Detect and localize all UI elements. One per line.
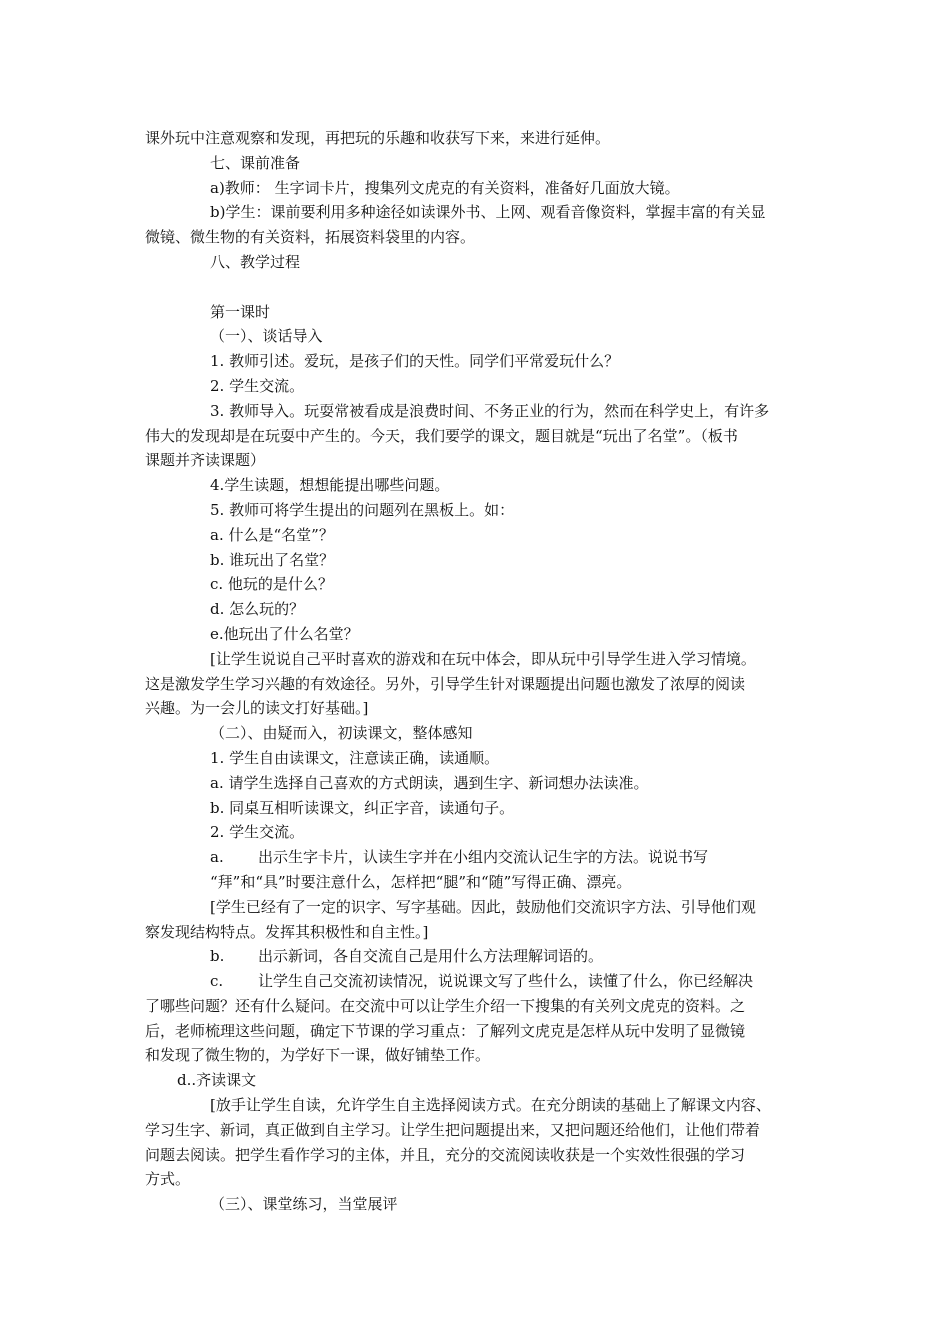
- line-text: 这是激发学生学习兴趣的有效途径。另外，引导学生针对课题提出问题也激发了浓厚的阅读: [145, 674, 746, 693]
- text-line: [145, 746, 810, 771]
- line-text: 方式。: [145, 1170, 191, 1189]
- line-text: 课外玩中注意观察和发现，再把玩的乐趣和收获写下来，来进行延伸。: [145, 129, 611, 147]
- line-text: 3. 教师导入。玩耍常被看成是浪费时间、不务正业的行为，然而在科学史上，有许多: [210, 401, 770, 420]
- line-text: 学习生字、新词，真正做到自主学习。让学生把问题提出来，又把问题还给他们，让他们带着: [145, 1120, 761, 1139]
- line-text: a. 什么是“名堂”？: [210, 525, 334, 544]
- text-line: [145, 944, 810, 969]
- text-line: [145, 324, 810, 349]
- text-line: [145, 176, 810, 201]
- line-text: 出示生字卡片，认读生字并在小组内交流认记生字的方法。说说书写: [258, 848, 709, 867]
- line-text: e.他玩出了什么名堂？: [210, 624, 359, 643]
- text-line: [145, 920, 810, 945]
- text-line: [145, 1167, 810, 1192]
- text-line: [145, 1143, 810, 1168]
- line-text: 七、课前准备: [210, 153, 301, 172]
- line-text: d..齐读课文: [177, 1071, 257, 1090]
- text-line: [145, 1043, 810, 1068]
- line-text: 5. 教师可将学生提出的问题列在黑板上。如：: [210, 500, 515, 519]
- line-text: [让学生说说自己平时喜欢的游戏和在玩中体会，即从玩中引导学生进入学习情境。: [210, 649, 756, 668]
- line-text: b. 同桌互相听读课文，纠正字音，读通句子。: [210, 798, 515, 817]
- text-line: [145, 672, 810, 697]
- line-text: 2. 学生交流。: [210, 376, 305, 395]
- list-marker: b.: [210, 947, 225, 966]
- line-text: 让学生自己交流初读情况，说说课文写了些什么，读懂了什么，你已经解决: [258, 972, 754, 991]
- text-line: [145, 969, 810, 994]
- blank-line: [145, 275, 810, 300]
- text-line: [145, 374, 810, 399]
- text-line: [145, 523, 810, 548]
- list-marker: a.: [210, 848, 224, 867]
- line-text: [学生已经有了一定的识字、写字基础。因此，鼓励他们交流识字方法、引导他们观: [210, 897, 756, 916]
- text-line: [145, 200, 810, 225]
- text-line: [145, 771, 810, 796]
- line-text: 和发现了微生物的，为学好下一课，做好铺垫工作。: [145, 1046, 491, 1065]
- line-text: 1. 学生自由读课文，注意读正确，读通顺。: [210, 748, 500, 767]
- text-line: [145, 448, 810, 473]
- line-text: a. 请学生选择自己喜欢的方式朗读，遇到生字、新词想办法读准。: [210, 773, 649, 792]
- text-line: [145, 225, 810, 250]
- line-text: 第一课时: [210, 302, 271, 321]
- line-text: 察发现结构特点。发挥其积极性和自主性。]: [145, 922, 429, 941]
- text-line: [145, 597, 810, 622]
- text-line: [145, 870, 810, 895]
- line-text: “拜”和“具”时要注意什么，怎样把“腿”和“随”写得正确、漂亮。: [210, 872, 632, 891]
- text-line: [145, 250, 810, 275]
- text-line: [145, 349, 810, 374]
- line-text: 八、教学过程: [210, 252, 301, 271]
- text-line: [145, 399, 810, 424]
- text-line: [145, 721, 810, 746]
- text-line: [145, 424, 810, 449]
- text-line: [145, 1093, 810, 1118]
- text-line: [145, 994, 810, 1019]
- text-line: [145, 1019, 810, 1044]
- text-line: [145, 548, 810, 573]
- line-text: 后，老师梳理这些问题，确定下节课的学习重点：了解列文虎克是怎样从玩中发明了显微镜: [145, 1021, 746, 1040]
- text-line: [145, 300, 810, 325]
- line-text: 了哪些问题？还有什么疑问。在交流中可以让学生介绍一下搜集的有关列文虎克的资料。之: [145, 996, 746, 1015]
- text-line: [145, 696, 810, 721]
- text-line: [145, 647, 810, 672]
- text-line: [145, 1118, 810, 1143]
- line-text: （二）、由疑而入，初读课文，整体感知: [210, 724, 473, 743]
- list-marker: c.: [210, 972, 224, 991]
- line-text: b)学生：课前要利用多种途径如读课外书、上网、观看音像资料，掌握丰富的有关显: [210, 203, 766, 222]
- line-text: 2. 学生交流。: [210, 823, 305, 842]
- line-text: 兴趣。为一会儿的读文打好基础。]: [145, 699, 369, 718]
- line-text: 4.学生读题，想想能提出哪些问题。: [210, 476, 450, 495]
- text-line: [145, 498, 810, 523]
- line-text: b. 谁玩出了名堂？: [210, 550, 335, 569]
- text-line: [145, 1068, 810, 1093]
- text-line: [145, 820, 810, 845]
- text-line: [145, 845, 810, 870]
- line-text: （三）、课堂练习，当堂展评: [210, 1195, 398, 1214]
- line-text: 伟大的发现却是在玩耍中产生的。今天，我们要学的课文，题目就是“玩出了名堂”。（板书: [145, 426, 738, 445]
- text-line: [145, 473, 810, 498]
- text-line: [145, 1192, 810, 1217]
- line-text: d. 怎么玩的？: [210, 600, 305, 619]
- line-text: [放手让学生自读，允许学生自主选择阅读方式。在充分朗读的基础上了解课文内容、: [210, 1096, 771, 1115]
- text-line: [145, 796, 810, 821]
- line-text: a)教师： 生字词卡片，搜集列文虎克的有关资料，准备好几面放大镜。: [210, 178, 680, 197]
- text-line: [145, 895, 810, 920]
- line-text: 1. 教师引述。爱玩，是孩子们的天性。同学们平常爱玩什么？: [210, 352, 620, 371]
- text-line: [145, 572, 810, 597]
- document-body: [145, 126, 810, 1217]
- text-line: [145, 622, 810, 647]
- line-text: （一）、谈话导入: [210, 327, 323, 346]
- text-line: [145, 126, 810, 151]
- line-text: 微镜、微生物的有关资料，拓展资料袋里的内容。: [145, 228, 476, 247]
- line-text: 课题并齐读课题）: [145, 451, 266, 470]
- line-text: c. 他玩的是什么？: [210, 575, 333, 594]
- text-line: [145, 151, 810, 176]
- line-text: 出示新词，各自交流自己是用什么方法理解词语的。: [258, 947, 604, 966]
- line-text: 问题去阅读。把学生看作学习的主体，并且，充分的交流阅读收获是一个实效性很强的学习: [145, 1145, 746, 1164]
